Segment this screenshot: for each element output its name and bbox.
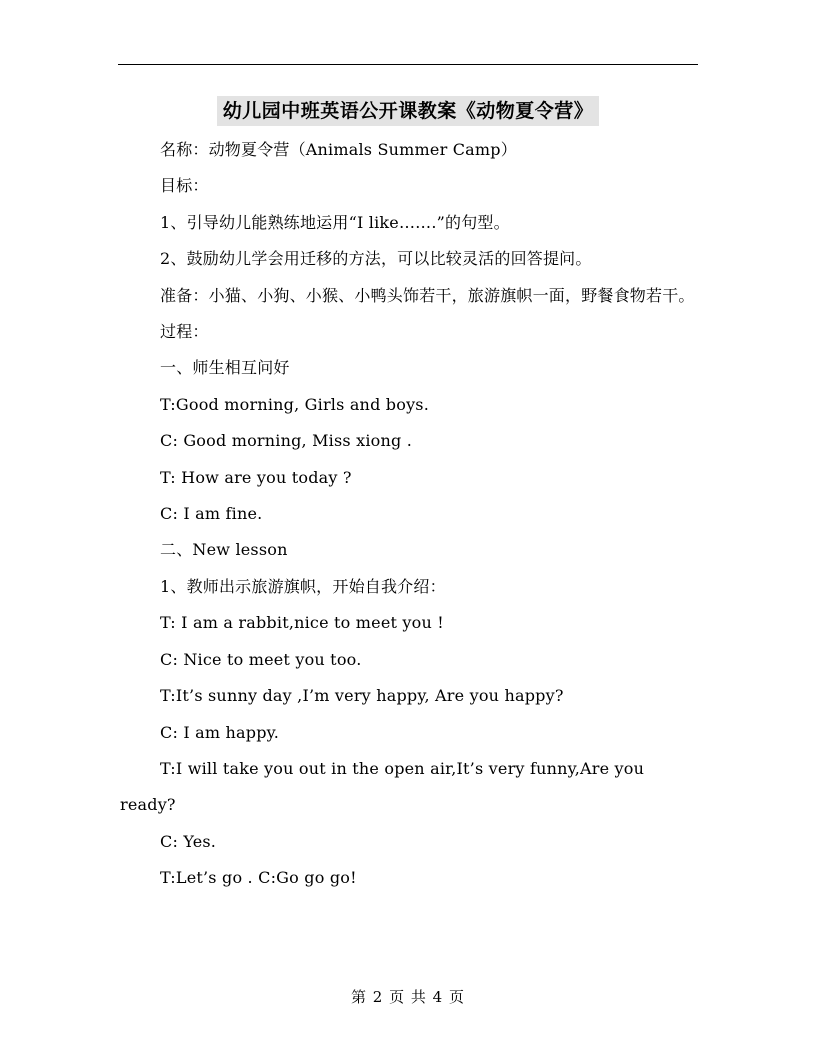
document-body	[120, 132, 698, 897]
paragraph-process-heading: 过程：	[160, 322, 209, 342]
document-title: 幼儿园中班英语公开课教案《动物夏令营》	[217, 96, 600, 126]
dialogue-line: T:It’s sunny day ,I’m very happy, Are you happy?	[160, 686, 564, 706]
paragraph-goals-heading: 目标：	[160, 176, 209, 196]
dialogue-line: T: How are you today ?	[160, 467, 352, 487]
paragraph-goal-1: 1、引导幼儿能熟练地运用“I like…….”的句型。	[160, 212, 510, 232]
dialogue-line: T:Let’s go . C:Go go go!	[160, 868, 357, 888]
paragraph-name: 名称：动物夏令营（Animals Summer Camp）	[160, 140, 517, 159]
dialogue-line: T:Good morning, Girls and boys.	[160, 394, 430, 414]
dialogue-line: C: Yes.	[160, 831, 217, 851]
dialogue-line: T: I am a rabbit,nice to meet you !	[160, 613, 444, 633]
page-footer: 第 2 页 共 4 页	[351, 988, 465, 1006]
paragraph-step-1: 1、教师出示旅游旗帜，开始自我介绍：	[160, 576, 446, 596]
dialogue-line: C: Good morning, Miss xiong .	[160, 431, 412, 451]
dialogue-line: C: Nice to meet you too.	[160, 649, 362, 669]
paragraph-goal-2: 2、鼓励幼儿学会用迁移的方法，可以比较灵活的回答提问。	[160, 249, 592, 269]
dialogue-line: T:I will take you out in the open air,It’s very funny,Are you ready?	[120, 758, 645, 815]
header-rule	[118, 64, 698, 65]
paragraph-section-1: 一、师生相互问好	[160, 358, 290, 378]
paragraph-preparation: 准备：小猫、小狗、小猴、小鸭头饰若干，旅游旗帜一面，野餐食物若干。	[160, 285, 695, 305]
paragraph-section-2: 二、New lesson	[160, 540, 288, 560]
dialogue-line: C: I am happy.	[160, 722, 280, 742]
dialogue-line: C: I am fine.	[160, 504, 263, 524]
title-container	[0, 96, 816, 126]
